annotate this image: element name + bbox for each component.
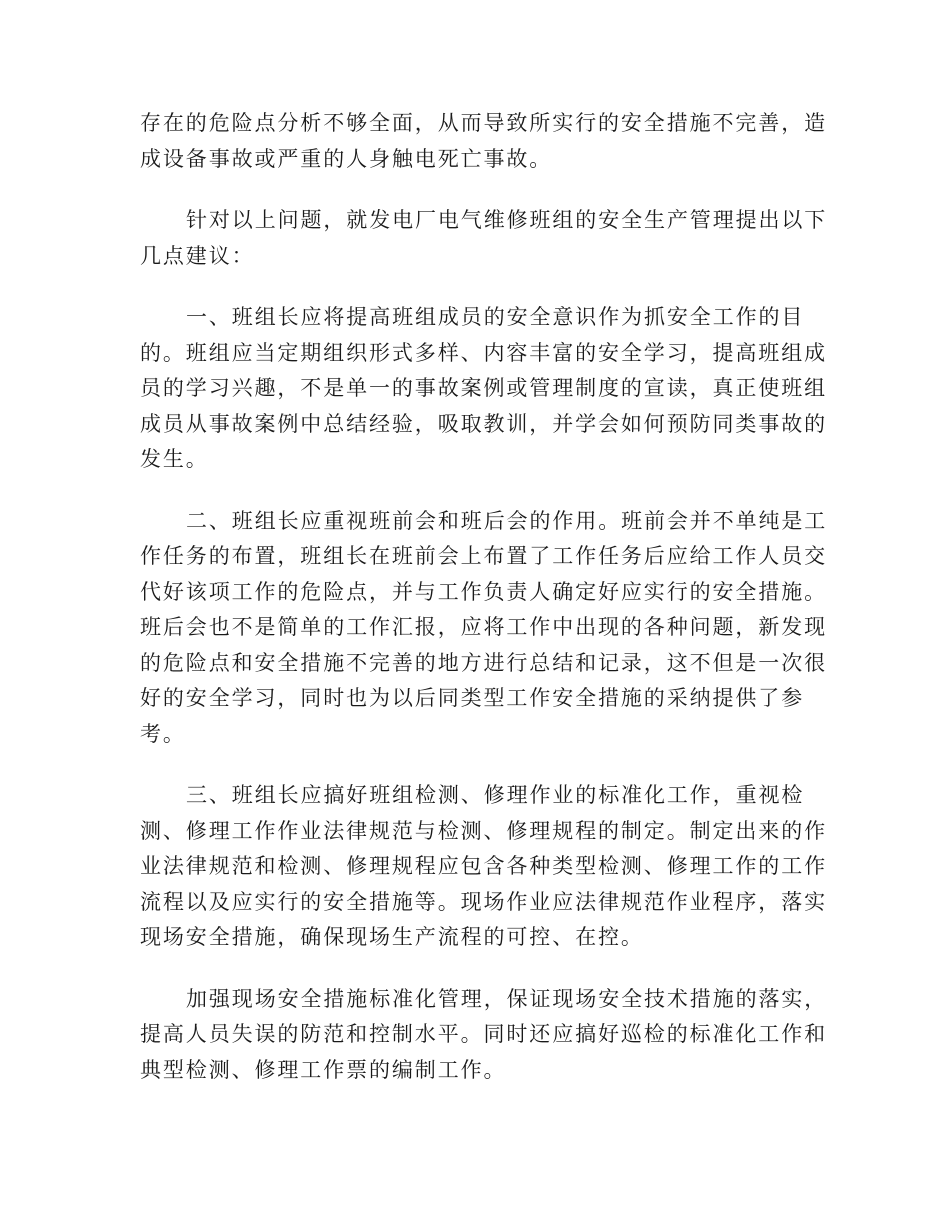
paragraph-line: 流程以及应实行的安全措施等。现场作业应法律规范作业程序，落实 <box>140 889 827 914</box>
paragraph-line: 的危险点和安全措施不完善的地方进行总结和记录，这不但是一次很 <box>140 650 827 675</box>
paragraph-line: 代好该项工作的危险点，并与工作负责人确定好应实行的安全措施。 <box>140 579 827 604</box>
paragraph-line: 提高人员失误的防范和控制水平。同时还应搞好巡检的标准化工作和 <box>140 1022 827 1046</box>
paragraph-line: 好的安全学习，同时也为以后同类型工作安全措施的采纳提供了参 <box>140 686 805 710</box>
paragraph-line: 成员从事故案例中总结经验，吸取教训，并学会如何预防同类事故的 <box>140 411 827 436</box>
paragraph-2 <box>140 203 828 274</box>
paragraph-line: 的。班组应当定期组织形式多样、内容丰富的安全学习，提高班组成 <box>140 340 827 365</box>
paragraph-line: 现场安全措施，确保现场生产流程的可控、在控。 <box>140 925 644 949</box>
paragraph-5 <box>140 778 827 956</box>
paragraph-3 <box>140 300 827 478</box>
paragraph-line: 存在的危险点分析不够全面，从而导致所实行的安全措施不完善，造 <box>140 111 827 135</box>
paragraph-line: 几点建议： <box>140 243 255 268</box>
paragraph-line: 发生。 <box>140 447 209 471</box>
paragraph-line: 作任务的布置，班组长在班前会上布置了工作任务后应给工作人员交 <box>140 544 827 568</box>
paragraph-line: 测、修理工作作业法律规范与检测、修理规程的制定。制定出来的作 <box>140 818 827 843</box>
paragraph-line: 班后会也不是简单的工作汇报，应将工作中出现的各种问题，新发现 <box>140 615 827 639</box>
paragraph-line: 业法律规范和检测、修理规程应包含各种类型检测、修理工作的工作 <box>140 854 827 878</box>
paragraph-line: 三、班组长应搞好班组检测、修理作业的标准化工作，重视检 <box>186 783 805 807</box>
paragraph-6 <box>140 982 828 1089</box>
paragraph-4 <box>140 504 828 753</box>
paragraph-line: 员的学习兴趣，不是单一的事故案例或管理制度的宣读，真正使班组 <box>140 376 827 400</box>
paragraph-1 <box>140 106 827 177</box>
paragraph-line: 针对以上问题，就发电厂电气维修班组的安全生产管理提出以下 <box>186 208 828 232</box>
paragraph-line: 一、班组长应将提高班组成员的安全意识作为抓安全工作的目 <box>186 305 805 329</box>
paragraph-line: 考。 <box>140 721 186 746</box>
paragraph-line: 二、班组长应重视班前会和班后会的作用。班前会并不单纯是工 <box>186 508 828 533</box>
paragraph-line: 加强现场安全措施标准化管理，保证现场安全技术措施的落实， <box>186 986 828 1011</box>
paragraph-line: 成设备事故或严重的人身触电死亡事故。 <box>140 146 553 171</box>
document-body <box>140 106 828 1114</box>
paragraph-line: 典型检测、修理工作票的编制工作。 <box>140 1057 507 1082</box>
